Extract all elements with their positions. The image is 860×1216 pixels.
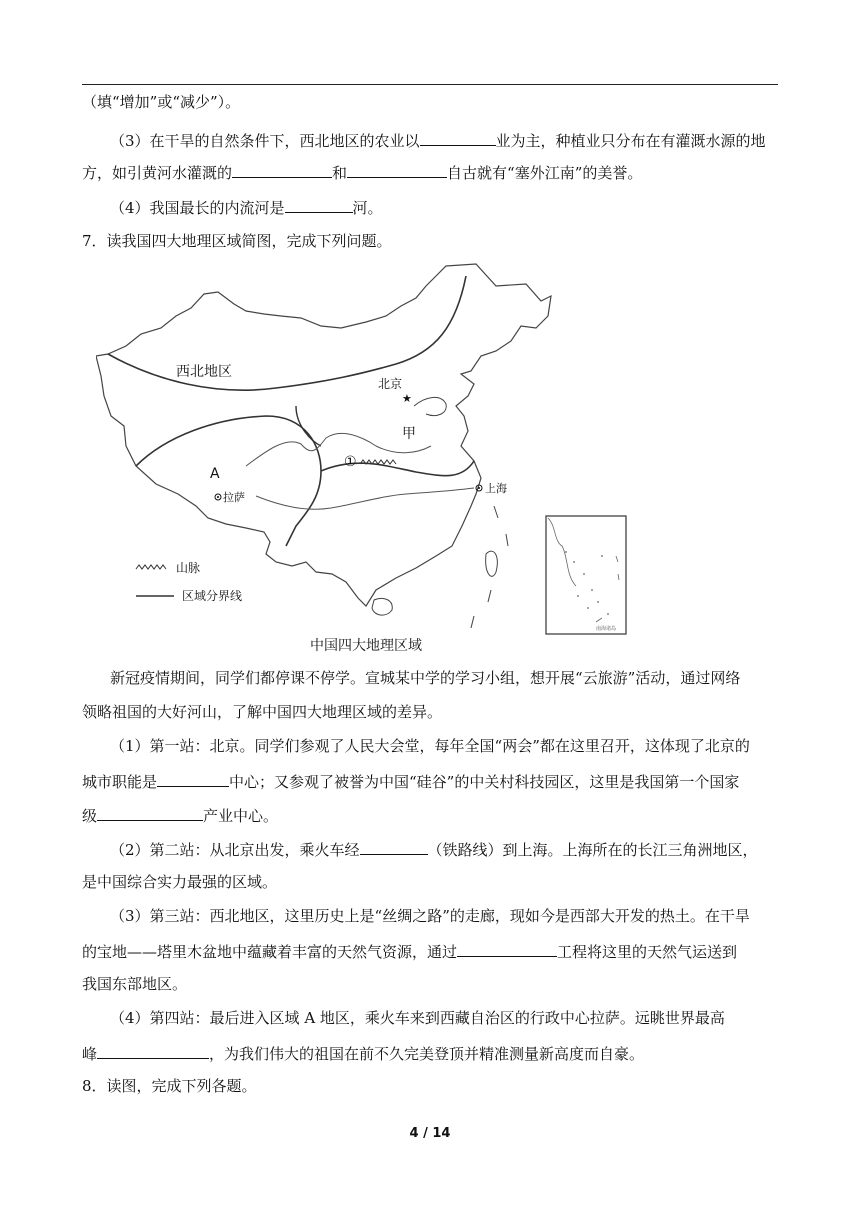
q7-intro-line1: 新冠疫情期间，同学们都停课不停学。宣城某中学的学习小组，想开展“云旅游”活动，通过网络 — [110, 669, 741, 687]
label-northwest: 西北地区 — [176, 364, 232, 380]
q7-p1-text-b: 城市职能是 — [82, 773, 158, 791]
q7-p3-line2 — [82, 940, 782, 962]
label-beijing: 北京 — [378, 377, 403, 391]
q7-p1-text-d: 级 — [82, 807, 98, 825]
answer-blank[interactable] — [232, 161, 332, 178]
hainan-island — [372, 598, 392, 615]
q6-p3-text-d: 和 — [332, 164, 348, 182]
q6-p3-text-a: （3）在干旱的自然条件下，西北地区的农业以 — [110, 132, 420, 150]
q6-part4 — [110, 196, 810, 218]
legend — [136, 561, 242, 603]
q7-p4-text-c: ，为我们伟大的祖国在前不久完美登顶并精准测量新高度而自豪。 — [209, 1045, 645, 1063]
q7-p3-line3: 我国东部地区。 — [82, 975, 188, 993]
q7-p4-line2 — [82, 1042, 782, 1064]
q7-intro-line2: 领略祖国的大好河山，了解中国四大地理区域的差异。 — [82, 703, 443, 721]
q8-stem: 8．读图，完成下列各题。 — [82, 1077, 257, 1095]
q7-p2-line2: 是中国综合实力最强的区域。 — [82, 873, 278, 891]
q7-p3-text-b: 的宝地——塔里木盆地中蕴藏着丰富的天然气资源，通过 — [82, 943, 458, 961]
q7-p4-text-b: 峰 — [82, 1045, 98, 1063]
q7-p2-text-b: （铁路线）到上海。上海所在的长江三角洲地区， — [427, 841, 758, 859]
answer-blank[interactable] — [457, 940, 557, 957]
q6-p3-text-b: 业为主，种植业只分布在有灌溉水源的地 — [495, 132, 766, 150]
legend-boundary-label: 区域分界线 — [182, 589, 243, 603]
q6-p3-text-e: 自古就有“塞外江南”的美誉。 — [447, 164, 643, 182]
q7-p4-line1: （4）第四站：最后进入区域 A 地区，乘火车来到西藏自治区的行政中心拉萨。远眺世界最高 — [110, 1009, 725, 1027]
answer-blank[interactable] — [97, 804, 203, 821]
answer-blank[interactable] — [157, 770, 229, 787]
answer-blank[interactable] — [97, 1042, 209, 1059]
map-caption: 中国四大地理区域 — [310, 638, 422, 654]
q6-part3-line1 — [110, 129, 810, 151]
q6-p4-text-a: （4）我国最长的内流河是 — [110, 199, 285, 217]
label-region-a: A — [210, 466, 220, 482]
q7-p1-line3 — [82, 804, 782, 826]
mountain-symbol-qinling — [360, 460, 396, 464]
q6-p4-text-b: 河。 — [352, 199, 383, 217]
q7-p1-text-e: 产业中心。 — [203, 807, 279, 825]
answer-blank[interactable] — [347, 161, 447, 178]
page-number: 4 / 14 — [409, 1126, 451, 1141]
answer-blank[interactable] — [420, 129, 496, 146]
q7-p2-text-a: （2）第二站：从北京出发，乘火车经 — [110, 841, 360, 859]
region-boundary-qinghai-tibet — [136, 416, 321, 546]
china-outline — [96, 264, 551, 606]
label-circle-1: ① — [344, 454, 357, 470]
bohai-sea — [414, 397, 446, 415]
south-sea-dashes — [471, 506, 508, 628]
china-regions-map — [96, 256, 636, 656]
fill-hint-text: （填“增加”或“减少”）。 — [82, 93, 241, 111]
q7-p1-line2 — [82, 770, 782, 792]
beijing-star-icon: ★ — [402, 392, 412, 405]
answer-blank[interactable] — [285, 196, 353, 213]
q7-p1-text-c: 中心；又参观了被誉为中国“硅谷”的中关村科技园区，这里是我国第一个国家 — [229, 773, 740, 791]
q7-p3-line1: （3）第三站：西北地区，这里历史上是“丝绸之路”的走廊，现如今是西部大开发的热土。在干旱 — [110, 907, 750, 925]
q7-p2-line1 — [110, 838, 810, 860]
q6-p3-text-c: 方，如引黄河水灌溉的 — [82, 164, 233, 182]
inset-note: 南海诸岛 — [596, 626, 617, 632]
q7-p3-text-c: 工程将这里的天然气运送到 — [557, 943, 738, 961]
answer-blank[interactable] — [360, 838, 428, 855]
region-boundary-north-northwest — [108, 276, 466, 390]
label-jia: 甲 — [402, 426, 416, 442]
legend-mountain-icon — [136, 565, 166, 569]
q7-p1-line1: （1）第一站：北京。同学们参观了人民大会堂，每年全国“两会”都在这里召开，这体现了北京的 — [110, 737, 750, 755]
label-lhasa: 拉萨 — [223, 491, 245, 504]
header-rule — [82, 84, 778, 85]
south-china-sea-inset — [546, 516, 626, 634]
q6-part3-line2 — [82, 161, 782, 183]
label-shanghai: 上海 — [485, 482, 507, 495]
yangtze-river — [256, 488, 474, 509]
q7-stem: 7．读我国四大地理区域简图，完成下列问题。 — [82, 232, 392, 250]
legend-mountain-label: 山脉 — [176, 561, 201, 575]
taiwan-island — [486, 551, 498, 576]
